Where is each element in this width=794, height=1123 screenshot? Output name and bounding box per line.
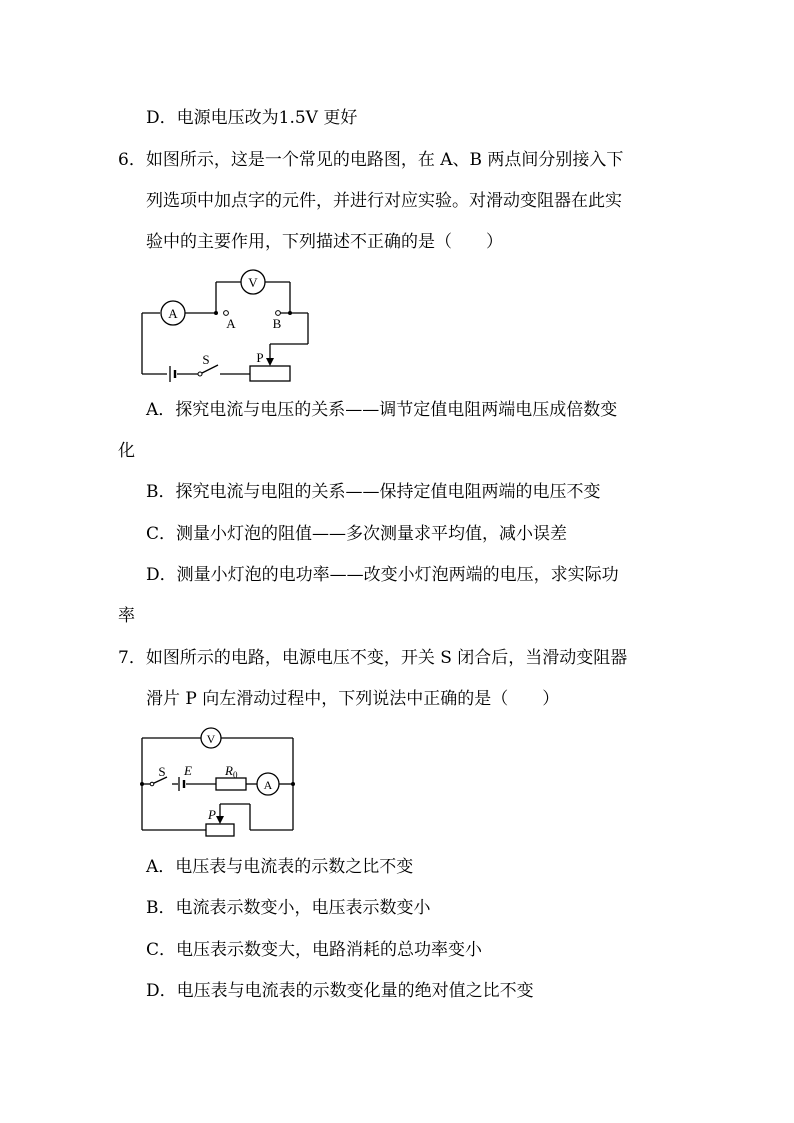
q7-resistor-subscript: 0	[233, 770, 238, 780]
q6-stem-line-3: 验中的主要作用，下列描述不正确的是（ ）	[146, 232, 503, 252]
q7-slider-label: P	[208, 807, 216, 822]
q7-stem-line-1: 7．如图所示的电路，电源电压不变，开关 S 闭合后，当滑动变阻器	[118, 648, 628, 668]
q6-switch-label: S	[202, 352, 210, 367]
q7-circuit-diagram	[136, 724, 302, 838]
q6-stem-line-2: 列选项中加点字的元件，并进行对应实验。对滑动变阻器在此实	[146, 191, 622, 211]
q7-resistor-label: R	[225, 763, 233, 778]
q6-stem-line-1: 6．如图所示，这是一个常见的电路图，在 A、B 两点间分别接入下	[118, 150, 624, 170]
q6-ammeter-label: A	[168, 306, 178, 321]
q6-option-c: C．测量小灯泡的阻值——多次测量求平均值，减小误差	[146, 524, 568, 544]
q6-option-a-line-2: 化	[118, 441, 135, 461]
q7-ammeter-label: A	[263, 778, 273, 792]
q6-option-d-line-1: D．测量小灯泡的电功率——改变小灯泡两端的电压，求实际功	[146, 565, 619, 585]
q5-option-d: D．电源电压改为1.5V 更好	[146, 108, 358, 128]
q7-option-c: C．电压表示数变大，电路消耗的总功率变小	[146, 940, 483, 960]
q6-point-a-label: A	[226, 316, 236, 331]
q7-option-d: D．电压表与电流表的示数变化量的绝对值之比不变	[146, 981, 534, 1001]
q6-circuit-diagram	[130, 262, 330, 388]
q7-source-label: E	[184, 763, 192, 778]
q7-option-a: A．电压表与电流表的示数之比不变	[146, 857, 414, 877]
q7-option-b: B．电流表示数变小，电压表示数变小	[146, 898, 431, 918]
q7-switch-label: S	[158, 764, 166, 779]
q6-slider-label: P	[256, 350, 264, 365]
q6-option-a-line-1: A．探究电流与电压的关系——调节定值电阻两端电压成倍数变	[146, 400, 618, 420]
q6-option-b: B．探究电流与电阻的关系——保持定值电阻两端的电压不变	[146, 482, 601, 502]
q7-stem-line-2: 滑片 P 向左滑动过程中，下列说法中正确的是（ ）	[146, 689, 560, 709]
q6-option-d-line-2: 率	[118, 606, 135, 626]
q6-point-b-label: B	[272, 316, 282, 331]
q6-voltmeter-label: V	[248, 275, 258, 290]
q7-voltmeter-label: V	[206, 732, 216, 746]
